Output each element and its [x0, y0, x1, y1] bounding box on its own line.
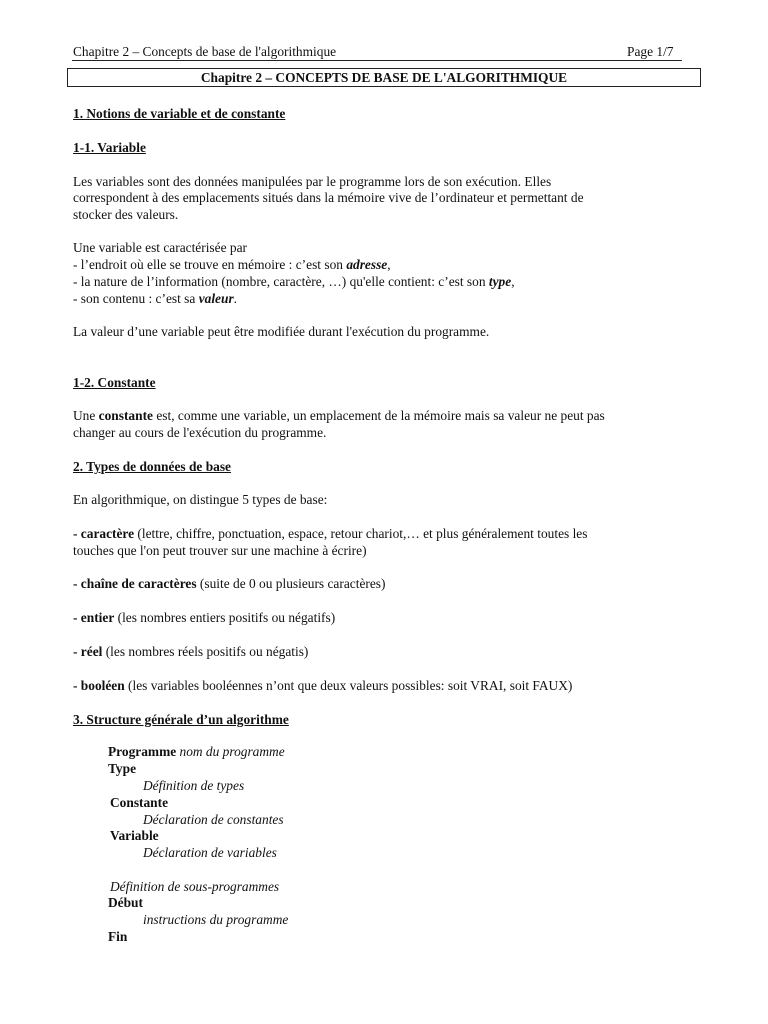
chapter-title: Chapitre 2 – CONCEPTS DE BASE DE L'ALGORITHMIQUE	[67, 68, 701, 87]
paragraph-variable-line-1: Les variables sont des données manipulées par le programme lors de son exécution. Elles	[73, 174, 552, 189]
algo-program-line: Programme nom du programme	[108, 744, 285, 759]
subsection-1-2-heading: 1-2. Constante	[73, 375, 156, 390]
type-real: - réel (les nombres réels positifs ou négatis)	[73, 644, 309, 659]
paragraph-constant-line-1: Une constante est, comme une variable, un emplacement de la mémoire mais sa valeur ne peut pas	[73, 408, 605, 423]
algo-end-keyword: Fin	[108, 929, 128, 944]
type-string: - chaîne de caractères (suite de 0 ou plusieurs caractères)	[73, 576, 386, 591]
algo-instructions: instructions du programme	[143, 912, 289, 927]
page-number: Page 1/7	[627, 44, 674, 59]
algo-begin-keyword: Début	[108, 895, 143, 910]
header-rule	[72, 60, 682, 61]
type-integer: - entier (les nombres entiers positifs ou négatifs)	[73, 610, 336, 625]
type-boolean: - booléen (les variables booléennes n’ont que deux valeurs possibles: soit VRAI, soit FAUX)	[73, 678, 573, 693]
variable-characteristics-intro: Une variable est caractérisée par	[73, 240, 247, 255]
section-2-heading: 2. Types de données de base	[73, 459, 231, 474]
paragraph-constant-line-2: changer au cours de l'exécution du programme.	[73, 425, 327, 440]
algo-constant-keyword: Constante	[110, 795, 169, 810]
algo-constant-declaration: Déclaration de constantes	[143, 812, 284, 827]
characteristic-address: - l’endroit où elle se trouve en mémoire : c’est son adresse,	[73, 257, 391, 272]
paragraph-variable-line-2: correspondent à des emplacements situés dans la mémoire vive de l’ordinateur et permettant de	[73, 190, 584, 205]
type-character-line-2: touches que l'on peut trouver sur une machine à écrire)	[73, 543, 367, 558]
algo-subprogram-definition: Définition de sous-programmes	[110, 879, 280, 894]
characteristic-type: - la nature de l’information (nombre, caractère, …) qu'elle contient: c’est son type,	[73, 274, 515, 289]
section-3-heading: 3. Structure générale d’un algorithme	[73, 712, 289, 727]
algo-type-definition: Définition de types	[143, 778, 245, 793]
section-1-heading: 1. Notions de variable et de constante	[73, 106, 286, 121]
subsection-1-1-heading: 1-1. Variable	[73, 140, 146, 155]
algo-variable-keyword: Variable	[110, 828, 159, 843]
algo-type-keyword: Type	[108, 761, 137, 776]
algo-variable-declaration: Déclaration de variables	[143, 845, 277, 860]
running-header-title: Chapitre 2 – Concepts de base de l'algorithmique	[73, 44, 337, 59]
characteristic-value: - son contenu : c’est sa valeur.	[73, 291, 238, 306]
paragraph-variable-line-3: stocker des valeurs.	[73, 207, 179, 222]
paragraph-variable-modification: La valeur d’une variable peut être modifiée durant l'exécution du programme.	[73, 324, 490, 339]
types-intro: En algorithmique, on distingue 5 types de base:	[73, 492, 328, 507]
type-character: - caractère (lettre, chiffre, ponctuation, espace, retour chariot,… et plus généralement toutes les	[73, 526, 588, 541]
